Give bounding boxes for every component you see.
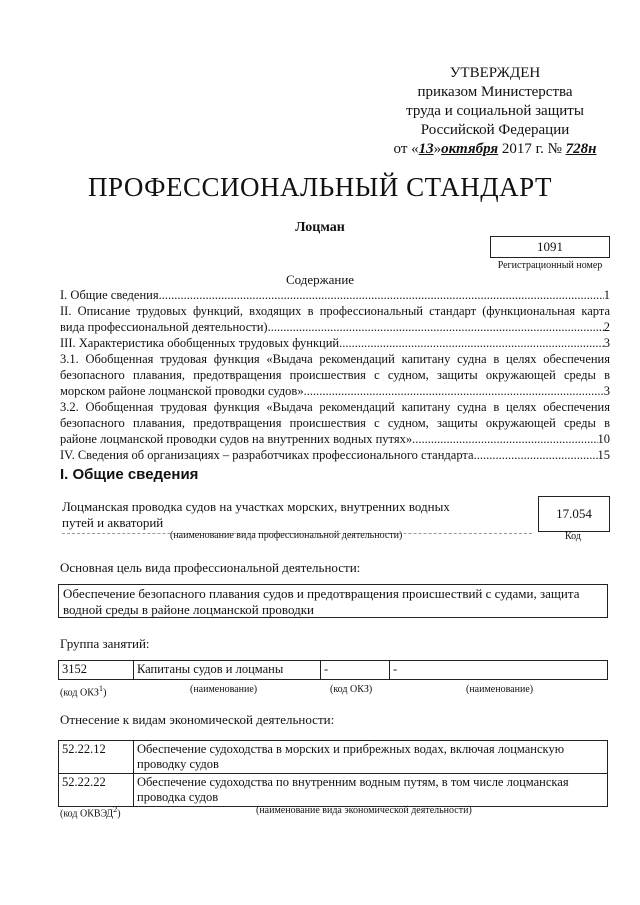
table-of-contents bbox=[60, 287, 610, 463]
toc-item: III. Характеристика обобщенных трудовых функций ..... 3 bbox=[60, 335, 610, 351]
toc-item: морском районе лоцманской проводки судов» ..... 3 bbox=[60, 383, 610, 399]
approval-line-order: приказом Министерства bbox=[417, 84, 573, 100]
activity-code-box: 17.054 bbox=[538, 496, 610, 532]
toc-item: I. Общие сведения ..... 1 bbox=[60, 287, 610, 303]
activity-code-label: Код bbox=[565, 531, 581, 542]
okz-code2-cell: - bbox=[321, 661, 390, 680]
goal-heading: Основная цель вида профессиональной деятельности: bbox=[60, 560, 361, 575]
table-row bbox=[59, 774, 608, 807]
okz-name-label: (наименование) bbox=[190, 684, 258, 695]
toc-title: Содержание bbox=[285, 272, 355, 287]
okved-name-label: (наименование вида экономической деятельности) bbox=[256, 805, 472, 816]
approval-date-line: от «13»октября 2017 г. № 728н bbox=[393, 141, 597, 157]
okved-code-cell: 52.22.12 bbox=[59, 741, 134, 774]
approval-heading: УТВЕРЖДЕН bbox=[449, 65, 541, 81]
table-row bbox=[59, 661, 608, 680]
okz-name2-label: (наименование) bbox=[466, 684, 534, 695]
toc-item-line: 3.2. Обобщенная трудовая функция «Выдача рекомендаций капитану судна в целях обеспечения bbox=[60, 400, 610, 414]
approval-date-day: 13 bbox=[418, 141, 434, 157]
toc-item: районе лоцманской проводки судов на внутренних водных путях» ..... 10 bbox=[60, 431, 610, 447]
registration-number-label: Регистрационный номер bbox=[497, 260, 603, 271]
okved-name-cell: Обеспечение судоходства в морских и прибрежных водах, включая лоцманскую проводку судов bbox=[134, 741, 608, 774]
occupation-group-table bbox=[58, 660, 608, 680]
activity-kind-label: (наименование вида профессиональной деятельности) bbox=[170, 530, 403, 541]
activity-kind: Лоцманская проводка судов на участках морских, внутренних водных путей и акваторий bbox=[62, 499, 450, 530]
page-subtitle: Лоцман bbox=[295, 220, 345, 235]
group-heading: Группа занятий: bbox=[60, 636, 150, 651]
okz-name-cell: Капитаны судов и лоцманы bbox=[134, 661, 321, 680]
goal-box: Обеспечение безопасного плавания судов и предотвращения происшествий с судами, защита водной среды в районе лоцманской проводки bbox=[58, 584, 608, 618]
okz-code-label: (код ОКЗ$^1$) bbox=[60, 684, 107, 699]
registration-number-box: 1091 bbox=[490, 236, 610, 258]
economic-activity-table bbox=[58, 740, 608, 807]
toc-item-line: безопасного плавания, предотвращения происшествия с судном, защиты окружающей среды в bbox=[60, 368, 610, 382]
approval-block bbox=[390, 64, 600, 159]
okz-code-cell: 3152 bbox=[59, 661, 134, 680]
page-title: ПРОФЕССИОНАЛЬНЫЙ СТАНДАРТ bbox=[87, 172, 553, 202]
approval-line-country: Российской Федерации bbox=[420, 122, 570, 138]
toc-item: IV. Сведения об организациях – разработчиках профессионального стандарта ..... 15 bbox=[60, 447, 610, 463]
okved-name-cell: Обеспечение судоходства по внутренним водным путям, в том числе лоцманская проводка судов bbox=[134, 774, 608, 807]
approval-date-month: октября bbox=[441, 141, 499, 157]
toc-item-line: 3.1. Обобщенная трудовая функция «Выдача рекомендаций капитану судна в целях обеспечения bbox=[60, 352, 610, 366]
econ-heading: Отнесение к видам экономической деятельности: bbox=[60, 712, 335, 727]
okz-code2-label: (код ОКЗ) bbox=[330, 684, 373, 695]
toc-item-line: безопасного плавания, предотвращения происшествия с судном, защиты окружающей среды в bbox=[60, 416, 610, 430]
approval-order-number: 728н bbox=[565, 141, 597, 157]
toc-item: вида профессиональной деятельности) ..... 2 bbox=[60, 319, 610, 335]
okz-name2-cell: - bbox=[390, 661, 608, 680]
approval-line-ministry: труда и социальной защиты bbox=[406, 103, 584, 119]
okved-code-cell: 52.22.22 bbox=[59, 774, 134, 807]
toc-item-line: II. Описание трудовых функций, входящих в профессиональный стандарт (функциональная карта bbox=[60, 304, 610, 318]
section-title: I. Общие сведения bbox=[60, 466, 199, 483]
table-row bbox=[59, 741, 608, 774]
okved-code-label: (код ОКВЭД$^2$) bbox=[60, 805, 121, 820]
